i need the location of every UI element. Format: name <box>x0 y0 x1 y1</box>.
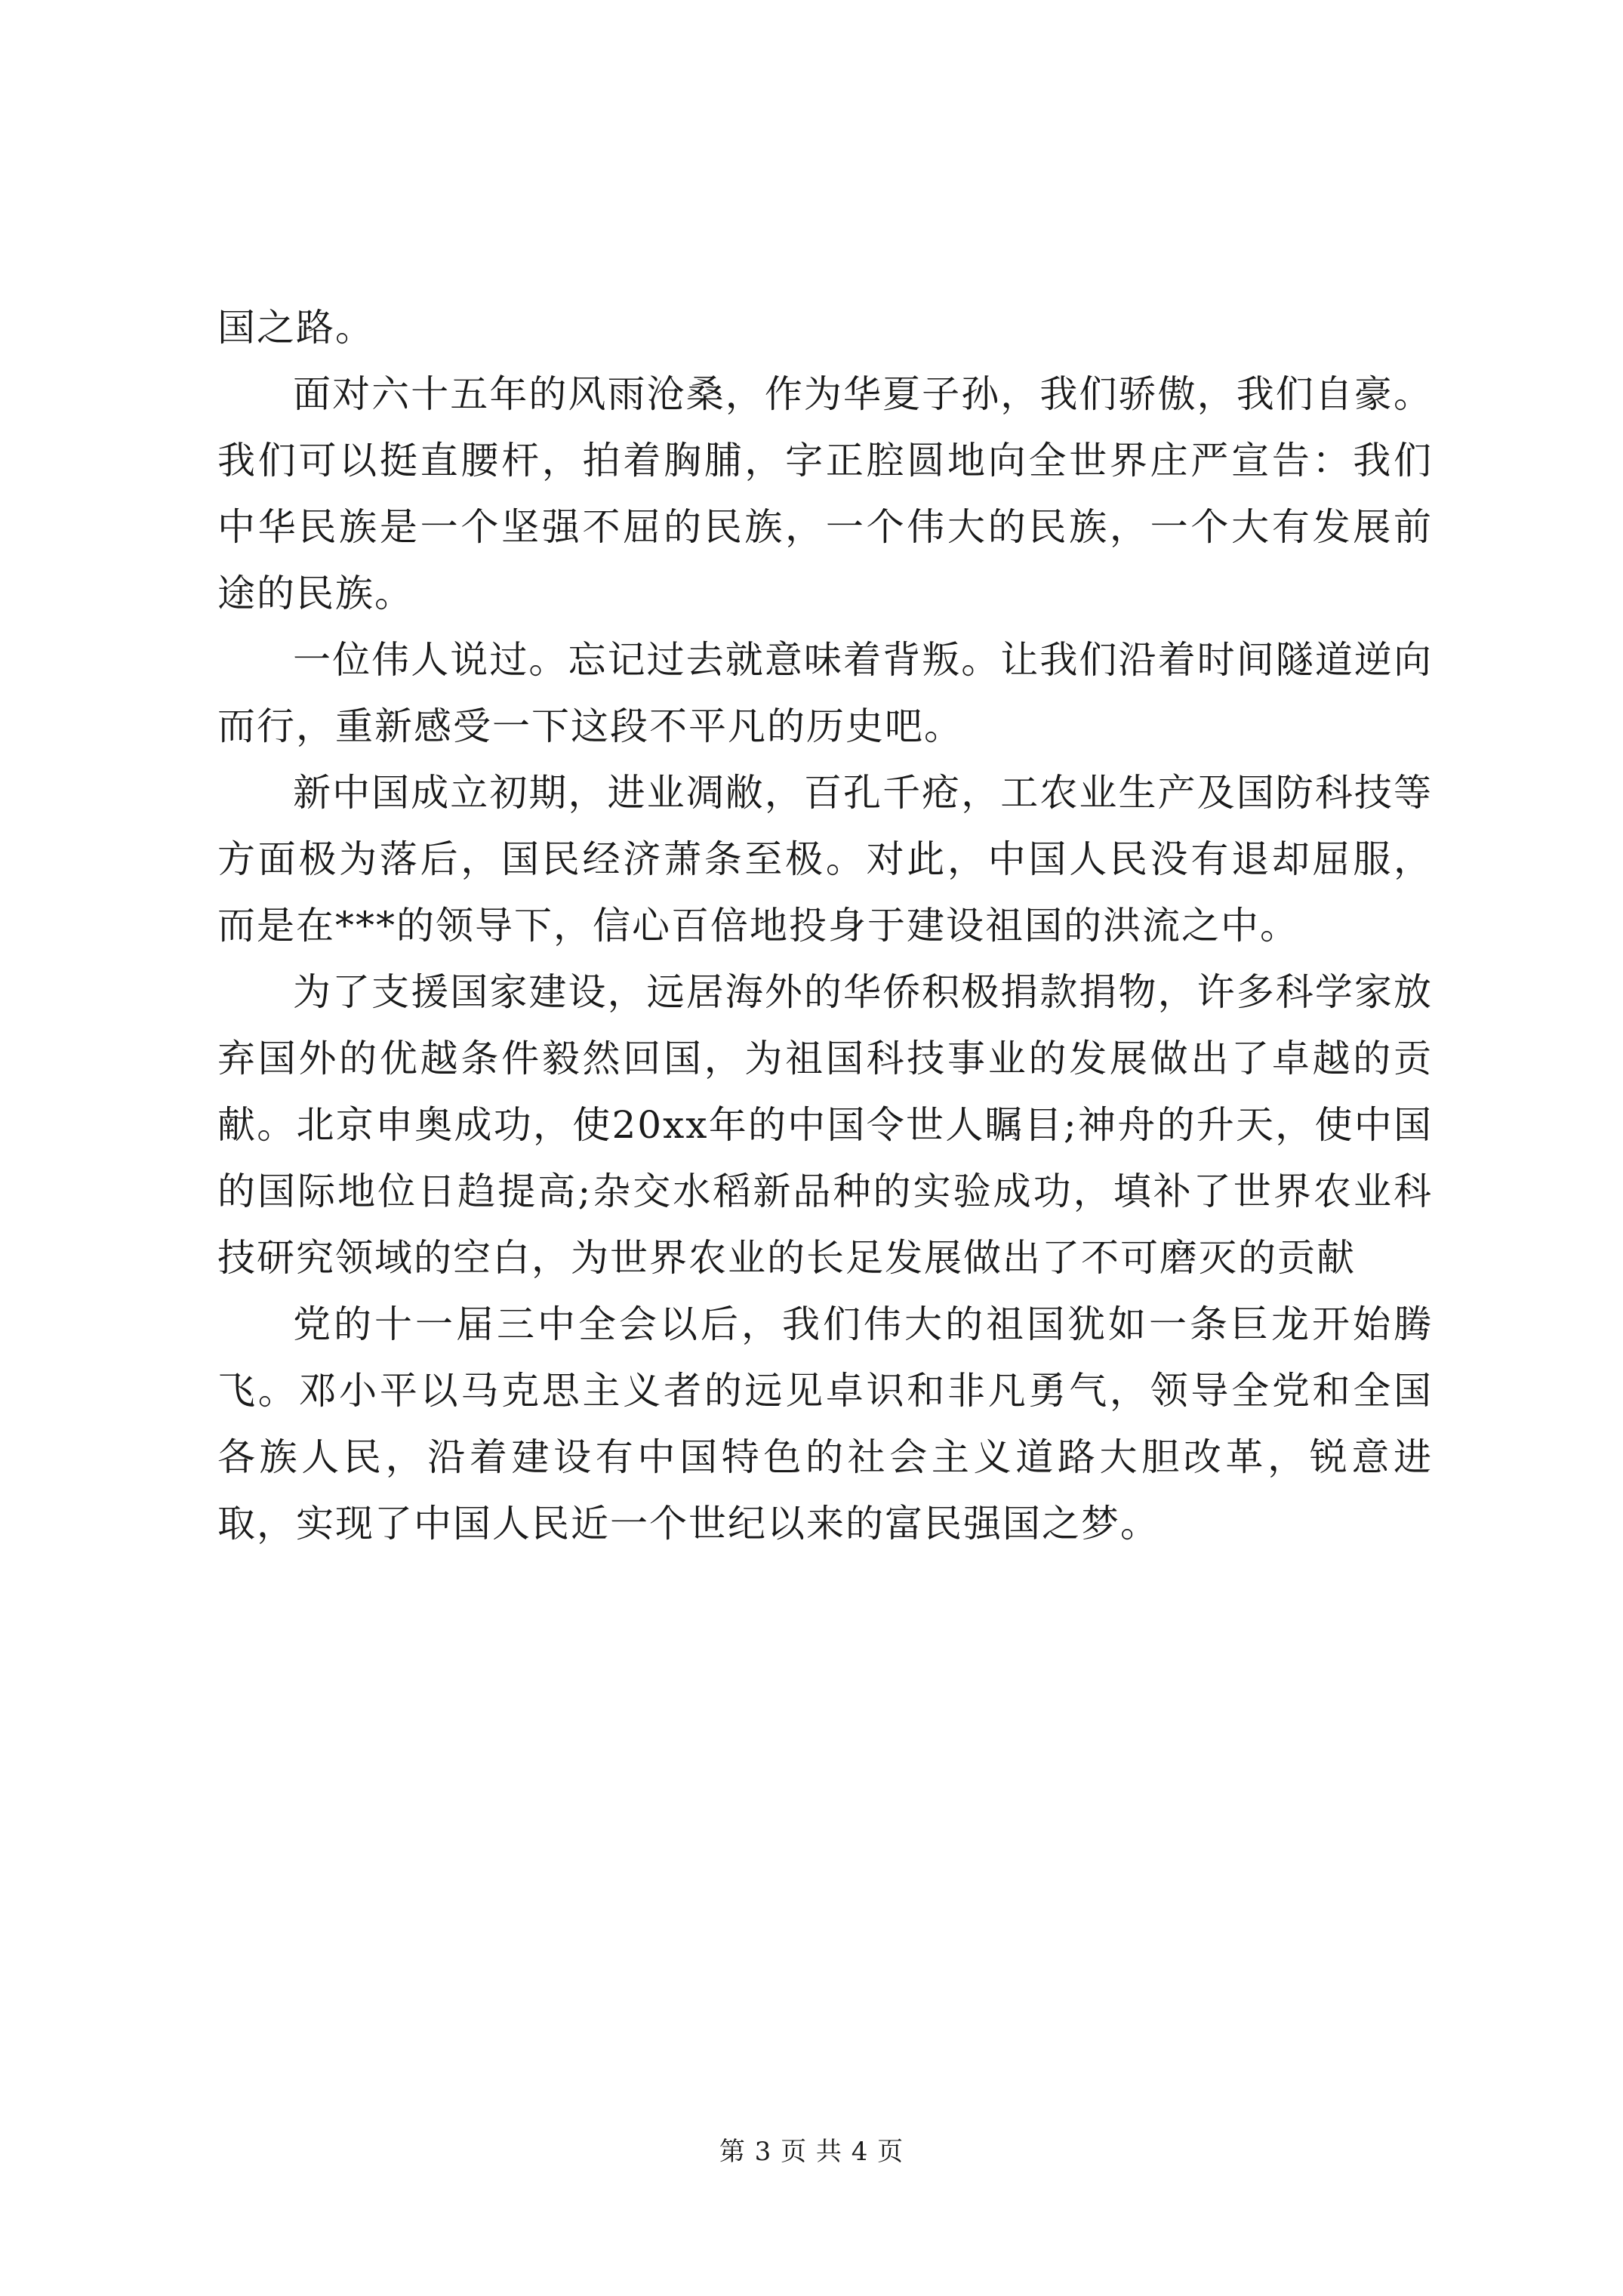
paragraph-6: 党的十一届三中全会以后，我们伟大的祖国犹如一条巨龙开始腾飞。邓小平以马克思主义者的远见卓识和非凡勇气，领导全党和全国各族人民，沿着建设有中国特色的社会主义道路大胆改革，锐意进取，实现了中国人民近一个世纪以来的富民强国之梦。 <box>217 1302 1433 1546</box>
body-text <box>217 294 1433 1557</box>
paragraph-4: 新中国成立初期，进业凋敝，百孔千疮，工农业生产及国防科技等方面极为落后，国民经济萧条至极。对此，中国人民没有退却屈服，而是在***的领导下，信心百倍地投身于建设祖国的洪流之中。 <box>217 771 1433 948</box>
page-footer: 第 3 页 共 4 页 <box>719 2137 904 2167</box>
paragraph-5: 为了支援国家建设，远居海外的华侨积极捐款捐物，许多科学家放弃国外的优越条件毅然回国，为祖国科技事业的发展做出了卓越的贡献。北京申奥成功，使20xx年的中国令世人瞩目;神舟的升天，使中国的国际地位日趋提高;杂交水稻新品种的实验成功，填补了世界农业科技研究领域的空白，为世界农业的长足发展做出了不可磨灭的贡献 <box>217 970 1433 1280</box>
paragraph-2: 面对六十五年的风雨沧桑，作为华夏子孙，我们骄傲，我们自豪。我们可以挺直腰杆，拍着胸脯，字正腔圆地向全世界庄严宣告：我们中华民族是一个坚强不屈的民族，一个伟大的民族，一个大有发展前途的民族。 <box>217 372 1433 615</box>
paragraph-1: 国之路。 <box>217 306 374 350</box>
paragraph-3: 一位伟人说过。忘记过去就意味着背叛。让我们沿着时间隧道逆向而行，重新感受一下这段不平凡的历史吧。 <box>217 638 1433 748</box>
